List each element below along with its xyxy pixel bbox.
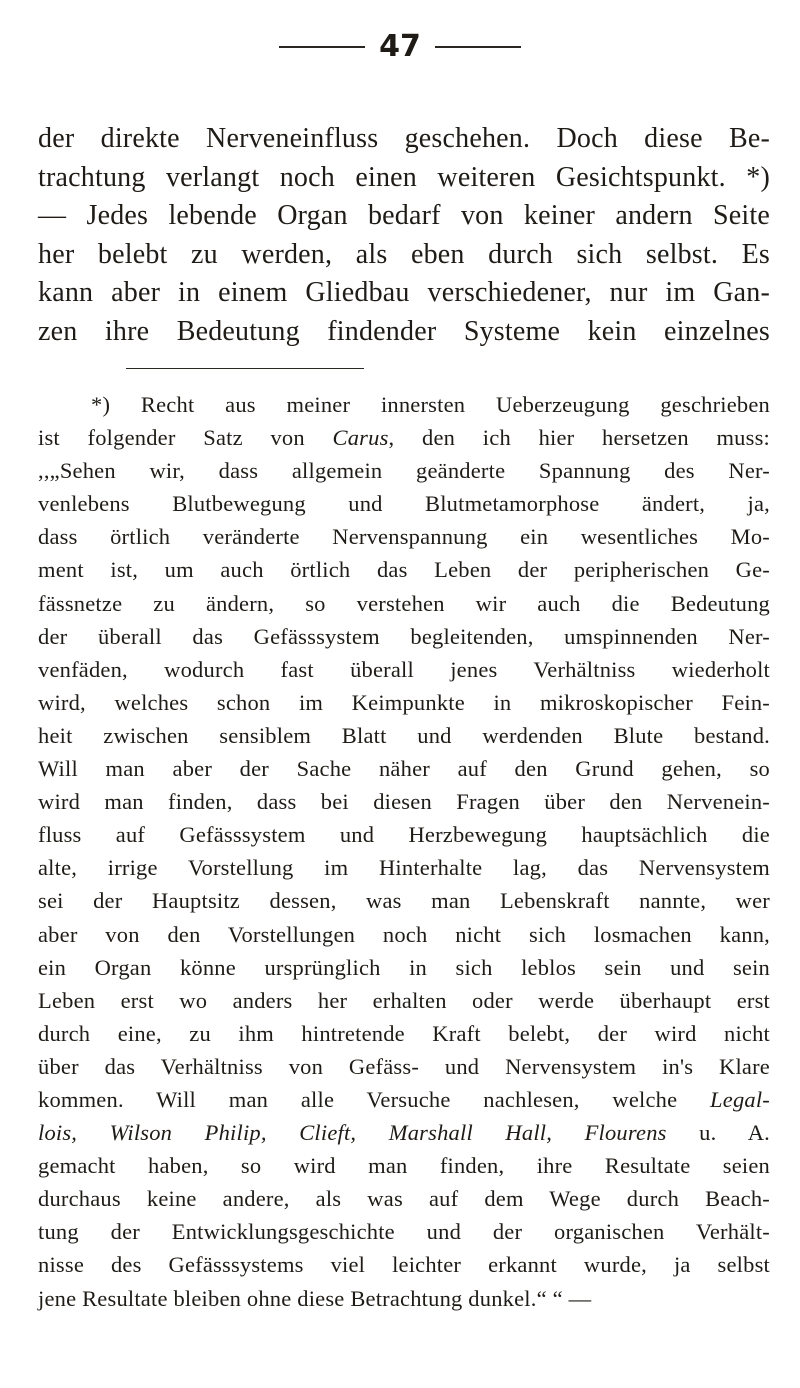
- footnote-line: Leben erst wo anders her erhalten oder werde überhaupt erst: [38, 987, 770, 1013]
- body-line: — Jedes lebende Organ bedarf von keiner andern Seite: [38, 200, 770, 232]
- footnote-line: [38, 1083, 770, 1116]
- header-rule-left: [279, 46, 365, 48]
- body-line: zen ihre Bedeutung findender Systeme kein einzelnes: [38, 315, 770, 347]
- body-line: der direkte Nerveneinfluss geschehen. Doch diese Be-: [38, 123, 770, 154]
- footnote-line: ,,„Sehen wir, dass allgemein geänderte Spannung des Ner-: [38, 458, 770, 484]
- footnote-line: durchaus keine andere, als was auf dem Wege durch Beach-: [38, 1186, 770, 1212]
- page-header: [0, 30, 800, 64]
- header-rule-right: [435, 46, 521, 48]
- footnote-line: über das Verhältniss von Gefäss- und Nervensystem in's Klare: [38, 1053, 770, 1079]
- main-paragraph: [38, 120, 770, 352]
- footnote: [38, 388, 770, 1315]
- footnote-line: ment ist, um auch örtlich das Leben der peripherischen Ge-: [38, 557, 770, 583]
- footnote-line: [38, 1116, 770, 1149]
- footnote-line: venfäden, wodurch fast überall jenes Verhältniss wiederholt: [38, 656, 770, 682]
- footnote-separator: [126, 368, 364, 369]
- footnote-line: tung der Entwicklungsgeschichte und der organischen Verhält-: [38, 1219, 770, 1245]
- footnote-text: kommen. Will man alle Versuche nachlesen, welche: [38, 1086, 711, 1112]
- footnote-line: alte, irrige Vorstellung im Hinterhalte lag, das Nervensystem: [38, 855, 770, 881]
- footnote-text: u. A.: [666, 1120, 770, 1146]
- footnote-line: ein Organ könne ursprünglich in sich leblos sein und sein: [38, 954, 770, 980]
- footnote-line: durch eine, zu ihm hintretende Kraft belebt, der wird nicht: [38, 1020, 770, 1046]
- footnote-line: fluss auf Gefässsystem und Herzbewegung hauptsächlich die: [38, 822, 770, 848]
- footnote-line: gemacht haben, so wird man finden, ihre Resultate seien: [38, 1153, 770, 1179]
- footnote-line: aber von den Vorstellungen noch nicht sich losmachen kann,: [38, 921, 770, 947]
- footnote-text: ist folgender Satz von: [38, 425, 333, 451]
- footnote-line: Will man aber der Sache näher auf den Grund gehen, so: [38, 756, 770, 782]
- footnote-line: venlebens Blutbewegung und Blutmetamorphose ändert, ja,: [38, 491, 770, 517]
- author-name: Legal-: [710, 1086, 770, 1112]
- body-line: her belebt zu werden, als eben durch sich selbst. Es: [38, 238, 770, 270]
- author-name: Carus: [332, 425, 389, 451]
- footnote-line: [38, 421, 770, 454]
- footnote-line: wird man finden, dass bei diesen Fragen über den Nervenein-: [38, 789, 770, 815]
- footnote-line: wird, welches schon im Keimpunkte in mikroskopischer Fein-: [38, 689, 770, 715]
- footnote-line: sei der Hauptsitz dessen, was man Lebenskraft nannte, wer: [38, 888, 770, 914]
- author-names: lois, Wilson Philip, Clieft, Marshall Hall, Flourens: [38, 1120, 667, 1146]
- page-number: 47: [379, 29, 421, 64]
- footnote-line: jene Resultate bleiben ohne diese Betrachtung dunkel.“ “ —: [38, 1285, 592, 1311]
- footnote-line: dass örtlich veränderte Nervenspannung ein wesentliches Mo-: [38, 524, 770, 550]
- footnote-line: *) Recht aus meiner innersten Ueberzeugung geschrieben: [91, 392, 770, 417]
- footnote-line: nisse des Gefässsystems viel leichter erkannt wurde, ja selbst: [38, 1252, 770, 1278]
- footnote-line: fässnetze zu ändern, so verstehen wir auch die Bedeutung: [38, 590, 770, 616]
- footnote-line: heit zwischen sensiblem Blatt und werdenden Blute bestand.: [38, 722, 770, 748]
- body-line: kann aber in einem Gliedbau verschiedener, nur im Gan-: [38, 277, 770, 309]
- body-line: trachtung verlangt noch einen weiteren Gesichtspunkt. *): [38, 161, 770, 193]
- footnote-line: der überall das Gefässsystem begleitenden, umspinnenden Ner-: [38, 623, 770, 649]
- footnote-text: , den ich hier hersetzen muss:: [388, 425, 770, 451]
